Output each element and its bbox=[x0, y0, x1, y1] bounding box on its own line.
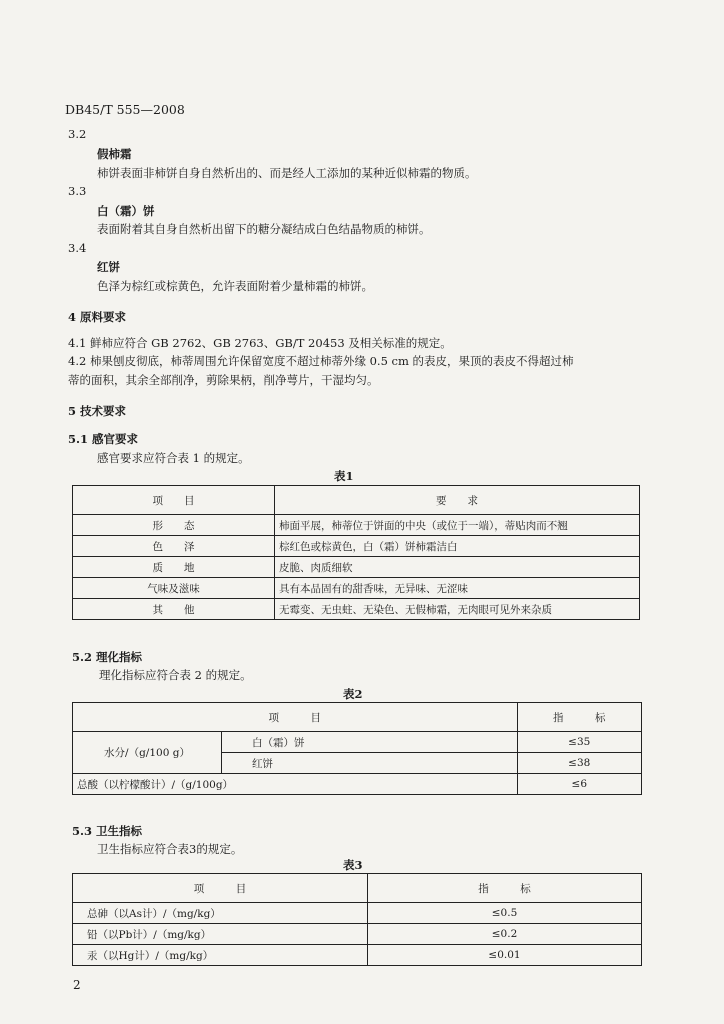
table-cell: ≤35 bbox=[517, 732, 641, 753]
table-cell: 无霉变、无虫蛀、无染色、无假柿霜，无肉眼可见外来杂质 bbox=[275, 599, 640, 620]
table-cell: 其 他 bbox=[73, 599, 275, 620]
table-cell: 具有本品固有的甜香味，无异味、无涩味 bbox=[275, 578, 640, 599]
term: 红饼 bbox=[97, 260, 120, 274]
section-title: 5 技术要求 bbox=[68, 404, 127, 418]
table-cell: 形 态 bbox=[73, 515, 275, 536]
table-header: 项 目 bbox=[73, 486, 275, 515]
page-number: 2 bbox=[73, 978, 81, 992]
paragraph: 4.2 柿果刨皮彻底，柿蒂周围允许保留宽度不超过柿蒂外缘 0.5 cm 的表皮，果顶的表皮不得超过柿 bbox=[68, 354, 574, 368]
table-cell: 红饼 bbox=[222, 753, 518, 774]
physicochemical-table bbox=[72, 702, 642, 795]
table-cell: ≤6 bbox=[517, 774, 641, 795]
subsection-title: 5.3 卫生指标 bbox=[72, 824, 143, 838]
table-cell: 总砷（以As计）/（mg/kg） bbox=[73, 903, 368, 924]
clause-number: 3.2 bbox=[68, 127, 87, 141]
table-row bbox=[73, 557, 640, 578]
table-row bbox=[73, 515, 640, 536]
table-cell: ≤38 bbox=[517, 753, 641, 774]
table-cell: 皮脆、肉质细软 bbox=[275, 557, 640, 578]
table-row bbox=[73, 578, 640, 599]
sensory-table bbox=[72, 485, 640, 620]
subsection-title: 5.2 理化指标 bbox=[72, 650, 143, 664]
doc-header: DB45/T 555—2008 bbox=[65, 102, 185, 117]
table-header: 指 标 bbox=[368, 874, 642, 903]
paragraph: 卫生指标应符合表3的规定。 bbox=[97, 842, 243, 856]
subsection-title: 5.1 感官要求 bbox=[68, 432, 139, 446]
definition: 表面附着其自身自然析出留下的糖分凝结成白色结晶物质的柿饼。 bbox=[97, 222, 431, 236]
table-row bbox=[73, 732, 642, 753]
table-header: 指 标 bbox=[517, 703, 641, 732]
table-cell: 气味及滋味 bbox=[73, 578, 275, 599]
table-cell: ≤0.5 bbox=[368, 903, 642, 924]
table-row bbox=[73, 536, 640, 557]
table-cell: 水分/（g/100 g） bbox=[73, 732, 222, 774]
table-cell: 总酸（以柠檬酸计）/（g/100g） bbox=[73, 774, 518, 795]
hygiene-table bbox=[72, 873, 642, 966]
definition: 色泽为棕红或棕黄色，允许表面附着少量柿霜的柿饼。 bbox=[97, 279, 373, 293]
section-title: 4 原料要求 bbox=[68, 310, 127, 324]
table-cell: ≤0.01 bbox=[368, 945, 642, 966]
paragraph: 理化指标应符合表 2 的规定。 bbox=[99, 668, 252, 682]
table-row bbox=[73, 774, 642, 795]
table-cell: 铅（以Pb计）/（mg/kg） bbox=[73, 924, 368, 945]
term: 白（霜）饼 bbox=[97, 204, 155, 218]
table-row bbox=[73, 924, 642, 945]
table-header: 要 求 bbox=[275, 486, 640, 515]
table-row bbox=[73, 599, 640, 620]
table-caption: 表2 bbox=[343, 687, 363, 701]
table-header: 项 目 bbox=[73, 874, 368, 903]
table-cell: 棕红色或棕黄色，白（霜）饼柿霜洁白 bbox=[275, 536, 640, 557]
clause-number: 3.4 bbox=[68, 241, 87, 255]
table-cell: 柿面平展，柿蒂位于饼面的中央（或位于一端），蒂贴肉而不翘 bbox=[275, 515, 640, 536]
paragraph: 感官要求应符合表 1 的规定。 bbox=[97, 451, 250, 465]
table-cell: 色 泽 bbox=[73, 536, 275, 557]
term: 假柿霜 bbox=[97, 147, 132, 161]
definition: 柿饼表面非柿饼自身自然析出的、而是经人工添加的某种近似柿霜的物质。 bbox=[97, 166, 477, 180]
paragraph: 4.1 鲜柿应符合 GB 2762、GB 2763、GB/T 20453 及相关标准的规定。 bbox=[68, 336, 452, 350]
table-row bbox=[73, 945, 642, 966]
table-header: 项 目 bbox=[73, 703, 518, 732]
table-cell: 汞（以Hg计）/（mg/kg） bbox=[73, 945, 368, 966]
paragraph: 蒂的面积，其余全部削净，剪除果柄，削净萼片，干湿均匀。 bbox=[68, 373, 379, 387]
table-row bbox=[73, 903, 642, 924]
clause-number: 3.3 bbox=[68, 184, 87, 198]
table-cell: 白（霜）饼 bbox=[222, 732, 518, 753]
table-cell: ≤0.2 bbox=[368, 924, 642, 945]
table-caption: 表1 bbox=[334, 469, 354, 483]
table-cell: 质 地 bbox=[73, 557, 275, 578]
table-caption: 表3 bbox=[343, 858, 363, 872]
